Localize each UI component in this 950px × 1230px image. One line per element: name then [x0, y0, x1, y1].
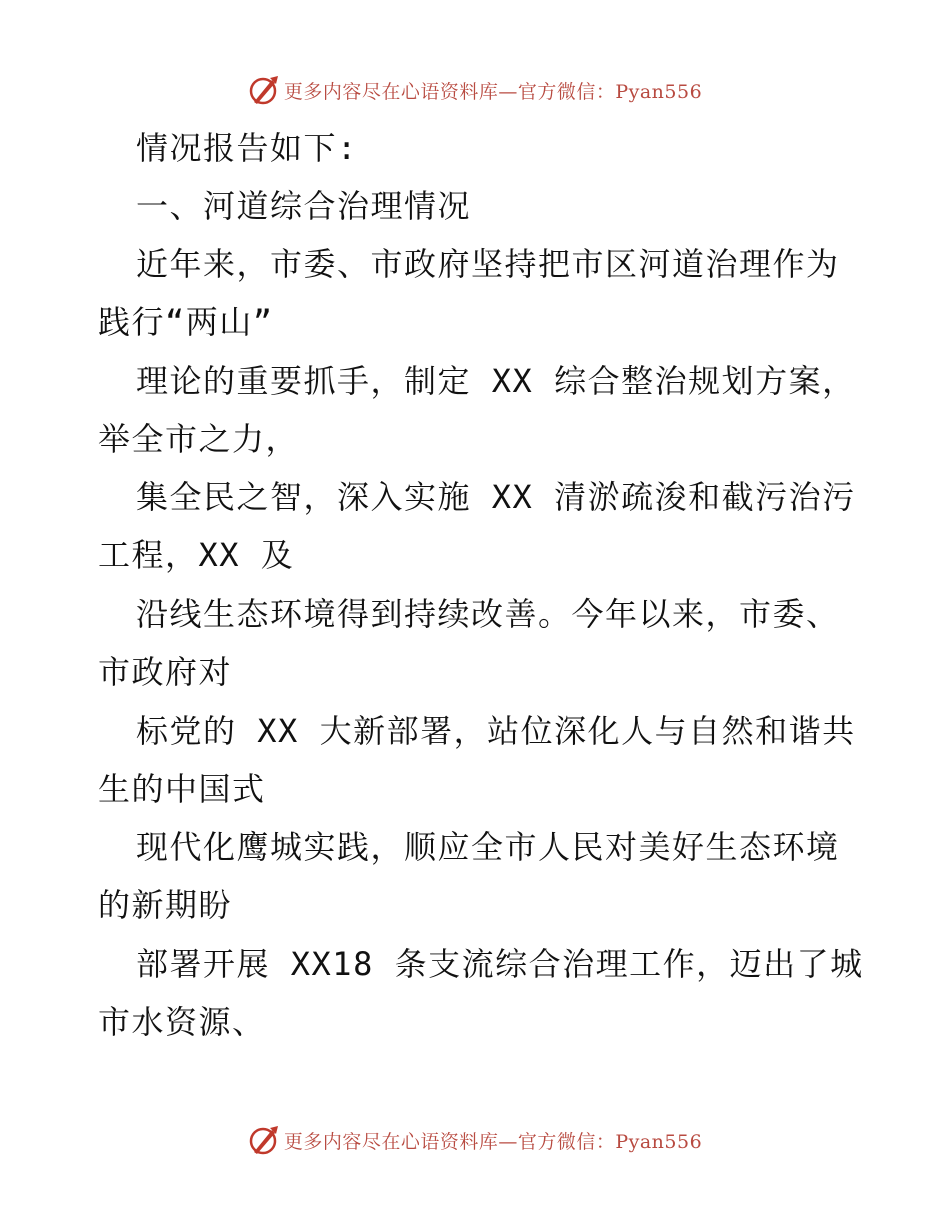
body-line: 践行“两山” [98, 303, 274, 341]
body-line: 集全民之智，深入实施 XX 清淤疏浚和截污治污 [136, 478, 856, 516]
body-line: 沿线生态环境得到持续改善。今年以来，市委、 [136, 595, 840, 633]
body-line: 情况报告如下: [136, 129, 358, 167]
header-banner [0, 72, 950, 108]
body-line: 工程，XX 及 [98, 536, 295, 574]
header-banner-text: 更多内容尽在心语资料库—官方微信：Pyan556 [283, 80, 703, 103]
body-line: 的新期盼 [98, 886, 233, 924]
body-line: 市水资源、 [98, 1003, 266, 1041]
footer-banner-text: 更多内容尽在心语资料库—官方微信：Pyan556 [283, 1130, 703, 1153]
quill-pen-logo-icon [248, 1124, 280, 1156]
body-line: 部署开展 XX18 条支流综合治理工作，迈出了城 [136, 945, 864, 983]
body-line: 生的中国式 [98, 770, 266, 808]
body-line: 近年来，市委、市政府坚持把市区河道治理作为 [136, 245, 840, 283]
body-line: 标党的 XX 大新部署，站位深化人与自然和谐共 [136, 712, 856, 750]
body-line: 举全市之力， [98, 420, 300, 458]
body-line: 现代化鹰城实践，顺应全市人民对美好生态环境 [136, 828, 840, 866]
section-heading: 一、河道综合治理情况 [136, 187, 472, 225]
footer-banner [0, 1122, 950, 1158]
body-line: 市政府对 [98, 653, 233, 691]
quill-pen-logo-icon [248, 74, 280, 106]
body-line: 理论的重要抓手，制定 XX 综合整治规划方案， [136, 362, 856, 400]
